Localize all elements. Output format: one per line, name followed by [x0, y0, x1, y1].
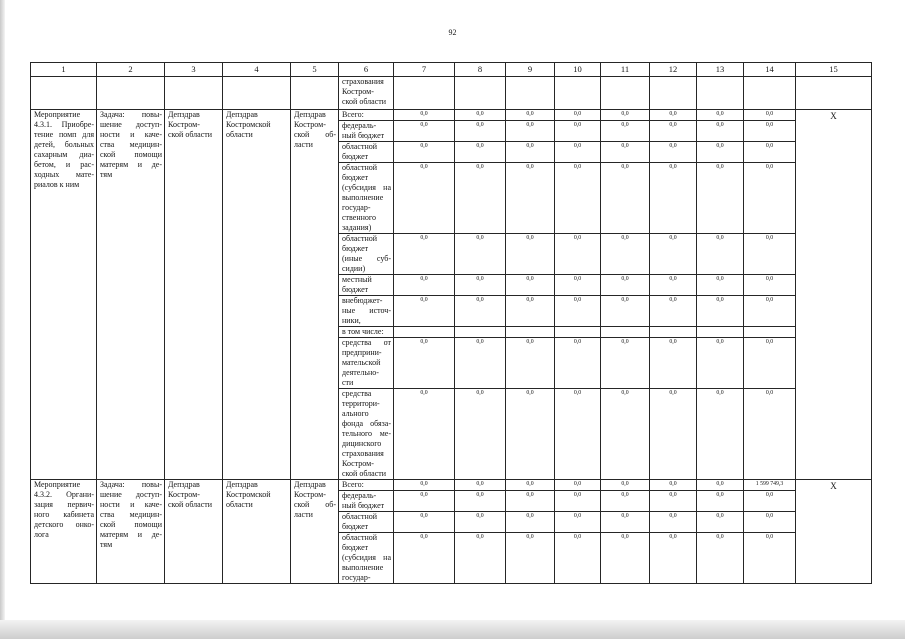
funding-value-cell: 0,0	[650, 234, 697, 275]
column-number-header: 5	[291, 62, 339, 77]
funding-value-cell	[506, 327, 555, 338]
funding-value-cell: 0,0	[455, 480, 506, 491]
text-line: ные источ-	[342, 306, 391, 315]
text-line: Задача: повы-	[100, 110, 162, 119]
funding-value-cell: 0,0	[697, 338, 744, 389]
funding-source-cell	[339, 338, 394, 389]
funding-value-cell: 0,0	[601, 491, 650, 512]
text-line: Депздрав	[168, 110, 200, 119]
text-line: матерям и де-	[100, 530, 162, 539]
text-line: ходных мате-	[34, 170, 94, 179]
funding-value-cell: 0,0	[744, 491, 796, 512]
text-line: ской области	[342, 97, 387, 106]
text-line: ской области	[168, 130, 213, 139]
text-line: средства от	[342, 338, 391, 347]
funding-value-cell: 0,0	[555, 275, 601, 296]
funding-value-cell: 0,0	[601, 389, 650, 480]
text-line: государ-	[342, 203, 371, 212]
funding-source-cell	[339, 480, 394, 491]
text-line: 4.3.2. Органи-	[34, 490, 94, 499]
funding-value-cell: 0,0	[601, 234, 650, 275]
text-line: детей, больных	[34, 140, 94, 149]
funding-value-cell: 0,0	[455, 275, 506, 296]
funding-value-cell: 0,0	[555, 234, 601, 275]
text-line: 4.3.1. Приобре-	[34, 120, 94, 129]
text-line: Костромской	[226, 120, 271, 129]
text-line: ласти	[294, 140, 313, 149]
table-cell	[601, 77, 650, 110]
text-line: местный	[342, 275, 372, 284]
column-number-header: 7	[394, 62, 455, 77]
funding-value-cell: 0,0	[394, 389, 455, 480]
funding-value-cell: 0,0	[394, 533, 455, 584]
program-table	[30, 62, 872, 584]
table-cell	[555, 77, 601, 110]
funding-value-cell: 0,0	[650, 389, 697, 480]
funding-value-cell: 0,0	[744, 275, 796, 296]
scan-edge-left	[0, 0, 5, 639]
text-line: территори-	[342, 399, 380, 408]
text-line: в том числе:	[342, 327, 384, 336]
funding-value-cell: 0,0	[697, 142, 744, 163]
funding-value-cell: 0,0	[506, 296, 555, 327]
text-line: сидии)	[342, 264, 366, 273]
column-number-header: 10	[555, 62, 601, 77]
funding-value-cell: 0,0	[601, 338, 650, 389]
funding-value-cell: 0,0	[394, 163, 455, 234]
funding-value-cell: 0,0	[697, 491, 744, 512]
column-number-header: 1	[30, 62, 97, 77]
funding-value-cell: 0,0	[744, 533, 796, 584]
measure-name-cell	[30, 110, 97, 480]
column-number-header: 9	[506, 62, 555, 77]
funding-value-cell: 0,0	[650, 142, 697, 163]
funding-source-cell	[339, 512, 394, 533]
funding-value-cell: 0,0	[555, 338, 601, 389]
text-line: Всего:	[342, 480, 364, 489]
text-line: Депздрав	[226, 110, 258, 119]
text-line: бетом, и рас-	[34, 160, 94, 169]
funding-source-cell	[339, 389, 394, 480]
text-line: областной	[342, 163, 378, 172]
text-line: предприни-	[342, 348, 382, 357]
text-line: (субсидия на	[342, 183, 391, 192]
column-number-header: 12	[650, 62, 697, 77]
table-cell	[394, 77, 455, 110]
column-number-header: 8	[455, 62, 506, 77]
task-cell	[97, 480, 165, 584]
text-line: страхования	[342, 449, 384, 458]
funding-value-cell: 0,0	[601, 533, 650, 584]
text-line: ской об-	[294, 500, 336, 509]
text-line: Всего:	[342, 110, 364, 119]
text-line: бюджет	[342, 173, 369, 182]
funding-value-cell: 0,0	[601, 121, 650, 142]
text-line: ласти	[294, 510, 313, 519]
text-line: шение доступ-	[100, 490, 162, 499]
funding-value-cell	[455, 327, 506, 338]
text-line: (субсидия на	[342, 553, 391, 562]
text-line: федераль-	[342, 121, 377, 130]
funding-value-cell: 0,0	[697, 121, 744, 142]
funding-value-cell: 0,0	[455, 491, 506, 512]
table-cell	[796, 77, 872, 110]
funding-value-cell: 0,0	[650, 512, 697, 533]
funding-value-cell: 0,0	[394, 275, 455, 296]
text-line: средства	[342, 389, 372, 398]
funding-source-cell	[339, 491, 394, 512]
column-5-cell	[291, 480, 339, 584]
column-number-header: 13	[697, 62, 744, 77]
funding-value-cell: 0,0	[650, 491, 697, 512]
funding-value-cell: 0,0	[506, 533, 555, 584]
funding-value-cell: 0,0	[601, 275, 650, 296]
funding-value-cell: 1 599 749,3	[744, 480, 796, 491]
funding-value-cell: 0,0	[394, 110, 455, 121]
text-line: Депздрав	[168, 480, 200, 489]
column-number-header: 15	[796, 62, 872, 77]
text-line: тение помп для	[34, 130, 94, 139]
funding-value-cell: 0,0	[455, 142, 506, 163]
column-5-cell	[291, 110, 339, 480]
funding-value-cell: 0,0	[555, 121, 601, 142]
funding-value-cell: 0,0	[650, 338, 697, 389]
text-line: ный бюджет	[342, 131, 385, 140]
funding-value-cell: 0,0	[506, 121, 555, 142]
text-line: ности и каче-	[100, 500, 162, 509]
funding-value-cell: 0,0	[744, 234, 796, 275]
funding-value-cell: 0,0	[455, 110, 506, 121]
text-line: выполнение	[342, 563, 384, 572]
table-cell	[97, 77, 165, 110]
text-line: ального	[342, 409, 369, 418]
text-line: шение доступ-	[100, 120, 162, 129]
funding-source-cell	[339, 275, 394, 296]
text-line: деятельно-	[342, 368, 379, 377]
text-line: Депздрав	[294, 480, 326, 489]
funding-value-cell: 0,0	[650, 163, 697, 234]
funding-value-cell: 0,0	[394, 512, 455, 533]
text-line: тельного ме-	[342, 429, 391, 438]
text-line: ный бюджет	[342, 501, 385, 510]
text-line: Костром-	[342, 459, 374, 468]
funding-source-cell	[339, 142, 394, 163]
column-15-cell	[796, 480, 872, 584]
funding-value-cell: 0,0	[455, 296, 506, 327]
text-line: ской помощи	[100, 520, 162, 529]
funding-source-cell	[339, 163, 394, 234]
column-number-header: 14	[744, 62, 796, 77]
text-line: Костром-	[294, 490, 326, 499]
text-line: ного кабинета	[34, 510, 94, 519]
text-line: тям	[100, 170, 113, 179]
funding-value-cell: 0,0	[697, 275, 744, 296]
text-line: Костром-	[342, 87, 374, 96]
text-line: ства медицин-	[100, 140, 162, 149]
text-line: бюджет	[342, 285, 369, 294]
funding-value-cell: 0,0	[744, 389, 796, 480]
table-cell	[165, 77, 223, 110]
funding-source-cell	[339, 110, 394, 121]
funding-value-cell: 0,0	[506, 338, 555, 389]
funding-value-cell: 0,0	[744, 512, 796, 533]
table-cell	[455, 77, 506, 110]
funding-value-cell: 0,0	[455, 163, 506, 234]
funding-value-cell: 0,0	[697, 110, 744, 121]
text-line: ственного	[342, 213, 376, 222]
funding-value-cell: 0,0	[455, 533, 506, 584]
funding-value-cell: 0,0	[555, 110, 601, 121]
funding-source-cell	[339, 296, 394, 327]
table-cell	[30, 77, 97, 110]
column-15-mark: X	[830, 111, 837, 121]
funding-value-cell: 0,0	[601, 142, 650, 163]
text-line: Депздрав	[294, 110, 326, 119]
funding-value-cell: 0,0	[697, 512, 744, 533]
text-line: ской помощи	[100, 150, 162, 159]
funding-value-cell: 0,0	[601, 163, 650, 234]
funding-value-cell: 0,0	[506, 491, 555, 512]
funding-value-cell: 0,0	[601, 296, 650, 327]
text-line: ники,	[342, 316, 361, 325]
text-line: сти	[342, 378, 354, 387]
funding-source-cell	[339, 234, 394, 275]
column-15-mark: X	[830, 481, 837, 491]
measure-name-cell	[30, 480, 97, 584]
column-3-cell	[165, 480, 223, 584]
text-line: зация первич-	[34, 500, 94, 509]
text-line: бюджет	[342, 543, 369, 552]
funding-value-cell: 0,0	[394, 234, 455, 275]
table-cell	[506, 77, 555, 110]
funding-value-cell: 0,0	[555, 142, 601, 163]
column-4-cell	[223, 480, 291, 584]
funding-value-cell: 0,0	[697, 480, 744, 491]
funding-value-cell: 0,0	[697, 234, 744, 275]
funding-value-cell: 0,0	[744, 163, 796, 234]
text-line: внебюджет-	[342, 296, 383, 305]
text-line: областной	[342, 234, 378, 243]
text-line: областной	[342, 512, 378, 521]
funding-value-cell: 0,0	[697, 533, 744, 584]
text-line: Костромской	[226, 490, 271, 499]
funding-value-cell: 0,0	[650, 533, 697, 584]
text-line: матерям и де-	[100, 160, 162, 169]
funding-value-cell: 0,0	[455, 338, 506, 389]
funding-value-cell: 0,0	[744, 296, 796, 327]
funding-value-cell: 0,0	[697, 296, 744, 327]
funding-value-cell	[697, 327, 744, 338]
funding-value-cell: 0,0	[455, 389, 506, 480]
funding-value-cell: 0,0	[394, 296, 455, 327]
text-line: Мероприятие	[34, 110, 81, 119]
text-line: сахарным диа-	[34, 150, 94, 159]
text-line: Костром-	[168, 490, 200, 499]
text-line: выполнение	[342, 193, 384, 202]
funding-value-cell: 0,0	[697, 389, 744, 480]
text-line: государ-	[342, 573, 371, 582]
table-cell	[697, 77, 744, 110]
text-line: Задача: повы-	[100, 480, 162, 489]
funding-value-cell: 0,0	[394, 491, 455, 512]
funding-value-cell: 0,0	[394, 480, 455, 491]
text-line: Костром-	[294, 120, 326, 129]
text-line: Депздрав	[226, 480, 258, 489]
funding-value-cell: 0,0	[601, 512, 650, 533]
text-line: страхования	[342, 77, 384, 86]
text-line: областной	[342, 533, 378, 542]
task-cell	[97, 110, 165, 480]
table-cell	[744, 77, 796, 110]
funding-value-cell: 0,0	[601, 110, 650, 121]
funding-source-cell	[339, 121, 394, 142]
column-4-cell	[223, 110, 291, 480]
text-line: мательской	[342, 358, 381, 367]
column-3-cell	[165, 110, 223, 480]
funding-value-cell	[650, 327, 697, 338]
funding-value-cell: 0,0	[506, 275, 555, 296]
text-line: ской об-	[294, 130, 336, 139]
funding-value-cell: 0,0	[555, 480, 601, 491]
funding-source-cell	[339, 327, 394, 338]
text-line: задания)	[342, 223, 372, 232]
funding-value-cell: 0,0	[506, 142, 555, 163]
funding-value-cell: 0,0	[555, 389, 601, 480]
funding-source-cell	[339, 533, 394, 584]
text-line: бюджет	[342, 522, 369, 531]
funding-source-cell	[339, 77, 394, 110]
text-line: фонда обяза-	[342, 419, 391, 428]
funding-value-cell	[601, 327, 650, 338]
funding-value-cell: 0,0	[697, 163, 744, 234]
text-line: риалов к ним	[34, 180, 80, 189]
text-line: ской области	[342, 469, 387, 478]
text-line: (иные суб-	[342, 254, 391, 263]
text-line: тям	[100, 540, 113, 549]
funding-value-cell: 0,0	[455, 121, 506, 142]
funding-value-cell: 0,0	[394, 338, 455, 389]
funding-value-cell: 0,0	[650, 121, 697, 142]
table-cell	[291, 77, 339, 110]
column-number-header: 11	[601, 62, 650, 77]
text-line: области	[226, 130, 253, 139]
funding-value-cell: 0,0	[506, 512, 555, 533]
funding-value-cell: 0,0	[394, 121, 455, 142]
text-line: лога	[34, 530, 49, 539]
funding-value-cell: 0,0	[555, 491, 601, 512]
funding-value-cell	[555, 327, 601, 338]
funding-value-cell: 0,0	[506, 480, 555, 491]
funding-value-cell: 0,0	[650, 110, 697, 121]
text-line: федераль-	[342, 491, 377, 500]
text-line: Мероприятие	[34, 480, 81, 489]
column-number-header: 2	[97, 62, 165, 77]
funding-value-cell: 0,0	[650, 296, 697, 327]
funding-value-cell: 0,0	[394, 142, 455, 163]
funding-value-cell: 0,0	[744, 142, 796, 163]
page-number: 92	[448, 28, 457, 37]
text-line: дицинского	[342, 439, 382, 448]
text-line: ства медицин-	[100, 510, 162, 519]
funding-value-cell: 0,0	[744, 338, 796, 389]
table-cell	[223, 77, 291, 110]
text-line: бюджет	[342, 152, 369, 161]
text-line: области	[226, 500, 253, 509]
column-number-header: 6	[339, 62, 394, 77]
funding-value-cell: 0,0	[455, 512, 506, 533]
funding-value-cell: 0,0	[744, 121, 796, 142]
funding-value-cell: 0,0	[555, 512, 601, 533]
column-number-header: 3	[165, 62, 223, 77]
funding-value-cell: 0,0	[506, 110, 555, 121]
text-line: Костром-	[168, 120, 200, 129]
funding-value-cell: 0,0	[506, 234, 555, 275]
table-cell	[650, 77, 697, 110]
text-line: бюджет	[342, 244, 369, 253]
scan-edge-bottom	[0, 620, 905, 639]
funding-value-cell: 0,0	[555, 533, 601, 584]
text-line: ности и каче-	[100, 130, 162, 139]
funding-value-cell: 0,0	[744, 110, 796, 121]
text-line: детского онко-	[34, 520, 94, 529]
funding-value-cell	[744, 327, 796, 338]
funding-value-cell: 0,0	[506, 389, 555, 480]
text-line: областной	[342, 142, 378, 151]
funding-value-cell: 0,0	[555, 163, 601, 234]
column-15-cell	[796, 110, 872, 480]
text-line: ской области	[168, 500, 213, 509]
funding-value-cell: 0,0	[506, 163, 555, 234]
funding-value-cell: 0,0	[601, 480, 650, 491]
funding-value-cell: 0,0	[455, 234, 506, 275]
column-number-header: 4	[223, 62, 291, 77]
funding-value-cell	[394, 327, 455, 338]
funding-value-cell: 0,0	[650, 275, 697, 296]
funding-value-cell: 0,0	[650, 480, 697, 491]
funding-value-cell: 0,0	[555, 296, 601, 327]
